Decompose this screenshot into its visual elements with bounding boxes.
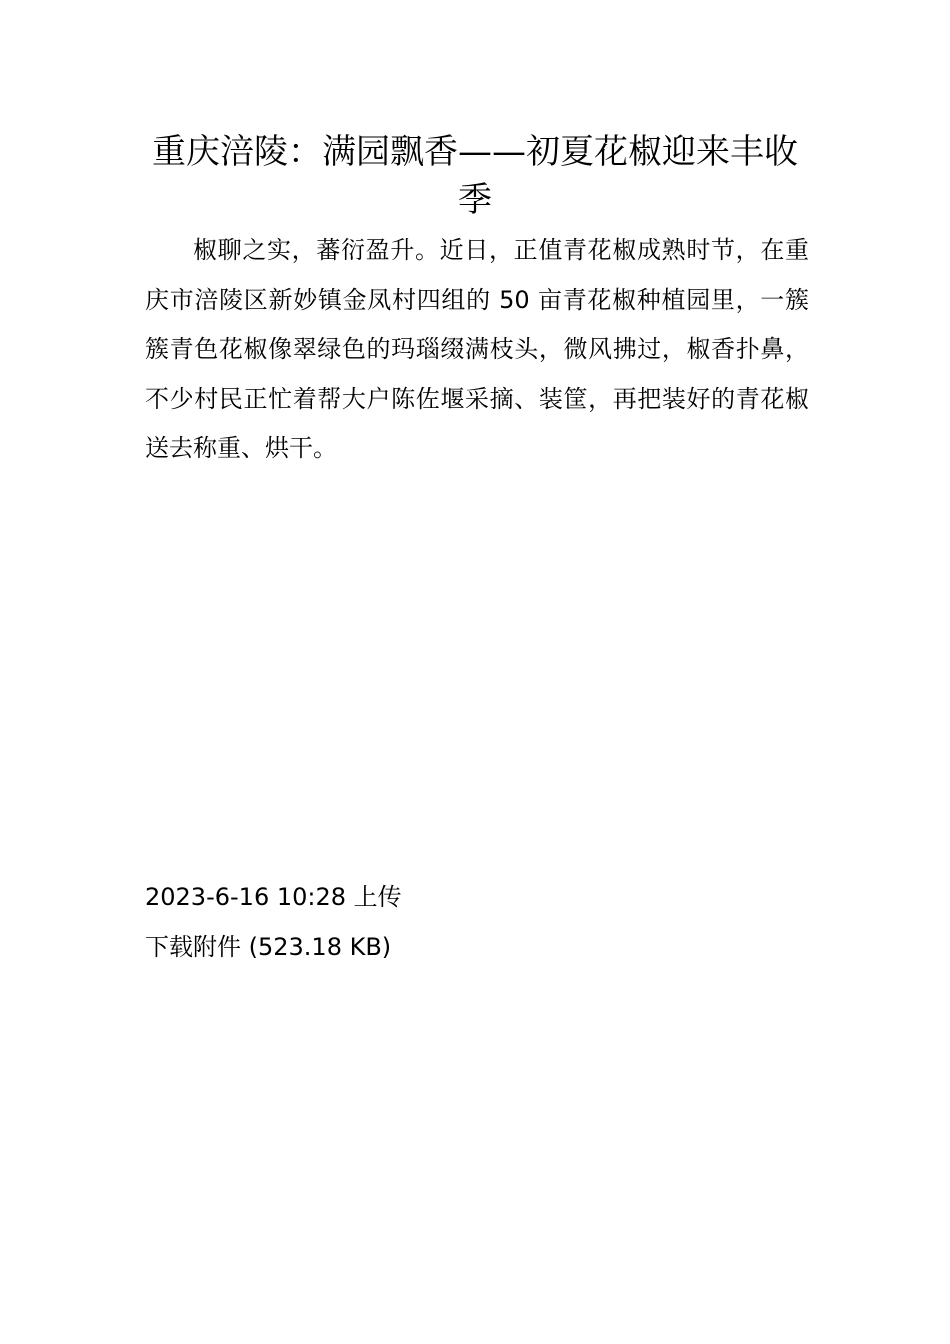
article-body: 椒聊之实，蕃衍盈升。近日，正值青花椒成熟时节，在重庆市涪陵区新妙镇金凤村四组的 50 亩青花椒种植园里，一簇簇青色花椒像翠绿色的玛瑙缀满枝头，微风拂过，椒香扑鼻，不少村民正忙着帮大户陈佐堰采摘、装筐，再把装好的青花椒送去称重、烘干。	[145, 236, 809, 462]
download-attachment-link[interactable]: 下载附件 (523.18 KB)	[145, 933, 392, 961]
article-title: 重庆涪陵：满园飘香——初夏花椒迎来丰收季	[152, 132, 798, 220]
upload-timestamp: 2023-6-16 10:28 上传	[145, 883, 402, 911]
